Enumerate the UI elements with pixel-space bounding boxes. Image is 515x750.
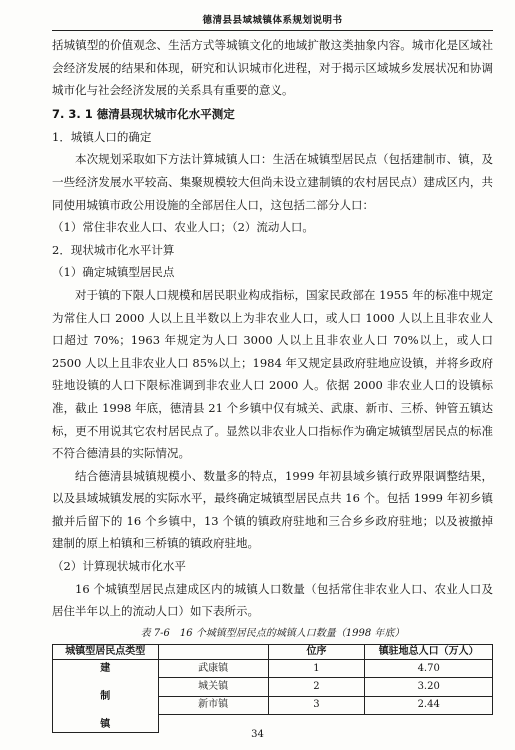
town-population: 2.44 xyxy=(365,696,493,714)
town-name: 武康镇 xyxy=(158,659,268,677)
population-table xyxy=(52,644,493,733)
header-title: 德清县县域城镇体系规划说明书 xyxy=(202,15,343,26)
town-rank: 3 xyxy=(268,696,365,714)
section-heading: 7. 3. 1 德清县现状城市化水平测定 xyxy=(52,106,235,121)
paragraph-1b: （1）常住非农业人口、农业人口；（2）流动人口。 xyxy=(52,220,314,235)
table-row xyxy=(53,659,493,677)
subheading-1: 1．城镇人口的确定 xyxy=(52,129,152,144)
page-number: 34 xyxy=(251,729,264,740)
header-type: 城镇型居民点类型 xyxy=(53,644,159,659)
page-content xyxy=(52,34,493,733)
town-population: 4.70 xyxy=(365,659,493,677)
town-name: 城关镇 xyxy=(158,678,268,696)
subheading-2b: （2）计算现状城市化水平 xyxy=(52,559,186,574)
paragraph-3: 结合德清县城镇规模小、数量多的特点，1999 年初县域乡镇行政界限调整结果，以及县域城镇发展的实际水平，最终确定城镇型居民点共 16 个。包括 1999 年初乡镇撤并后留下的 16 个乡镇中，13 个镇的镇政府驻地和三合乡乡政府驻地；以及被撤掉建制的原上柏镇和三桥镇的镇政府驻地。 xyxy=(52,468,493,551)
town-type-label: 建 制 镇 xyxy=(53,659,159,732)
paragraph-4: 16 个城镇型居民点建成区内的城镇人口数量（包括常住非农业人口、农业人口及居住半年以上的流动人口）如下表所示。 xyxy=(52,581,493,619)
paragraph-1: 本次规划采取如下方法计算城镇人口：生活在城镇型居民点（包括建制市、镇，及一些经济发展水平较高、集聚规模较大但尚未设立建制镇的农村居民点）建成区内，共同使用城镇市政公用设施的全部居住人口，这包括二部分人口： xyxy=(52,152,493,212)
page-header xyxy=(52,0,493,31)
header-population: 镇驻地总人口（万人） xyxy=(365,644,493,659)
town-population: 3.20 xyxy=(365,678,493,696)
town-rank: 1 xyxy=(268,659,365,677)
town-rank: 2 xyxy=(268,678,365,696)
town-name: 新市镇 xyxy=(158,696,268,714)
subheading-2a: （1）确定城镇型居民点 xyxy=(52,265,175,280)
subheading-2: 2．现状城市化水平计算 xyxy=(52,242,175,257)
header-name xyxy=(158,644,268,659)
paragraph-2: 对于镇的下限人口规模和居民职业构成指标，国家民政部在 1955 年的标准中规定为常住人口 2000 人以上且半数以上为非农业人口，或人口 1000 人以上且非农业人口超过 70%；1963 年规定为人口 3000 人以上且非农业人口 70%以上，或人口 2500 人以上且非农业人口 85%以上；1984 年又规定县政府驻地应设镇，并将乡政府驻地设镇的人口下限标准调到非农业人口 2000 人。依据 2000 非农业人口的设镇标准，截止 1998 年底，德清县 21 个乡镇中仅有城关、武康、新市、三桥、钟管五镇达标，更不用说其它农村居民点了。显然以非农业人口指标作为确定城镇型居民点的标准不符合德清县的实际情况。 xyxy=(52,287,493,461)
table-header-row xyxy=(53,644,493,659)
table-caption: 表 7-6 16 个城镇型居民点的城镇人口数量（1998 年底） xyxy=(140,627,405,639)
intro-paragraph: 括城镇型的价值观念、生活方式等城镇文化的地域扩散这类抽象内容。城市化是区域社会经济发展的结果和体现，研究和认识城市化进程，对于揭示区域城乡发展状况和协调城市化与社会经济发展的关系具有重要的意义。 xyxy=(52,38,493,98)
header-rank: 位序 xyxy=(268,644,365,659)
